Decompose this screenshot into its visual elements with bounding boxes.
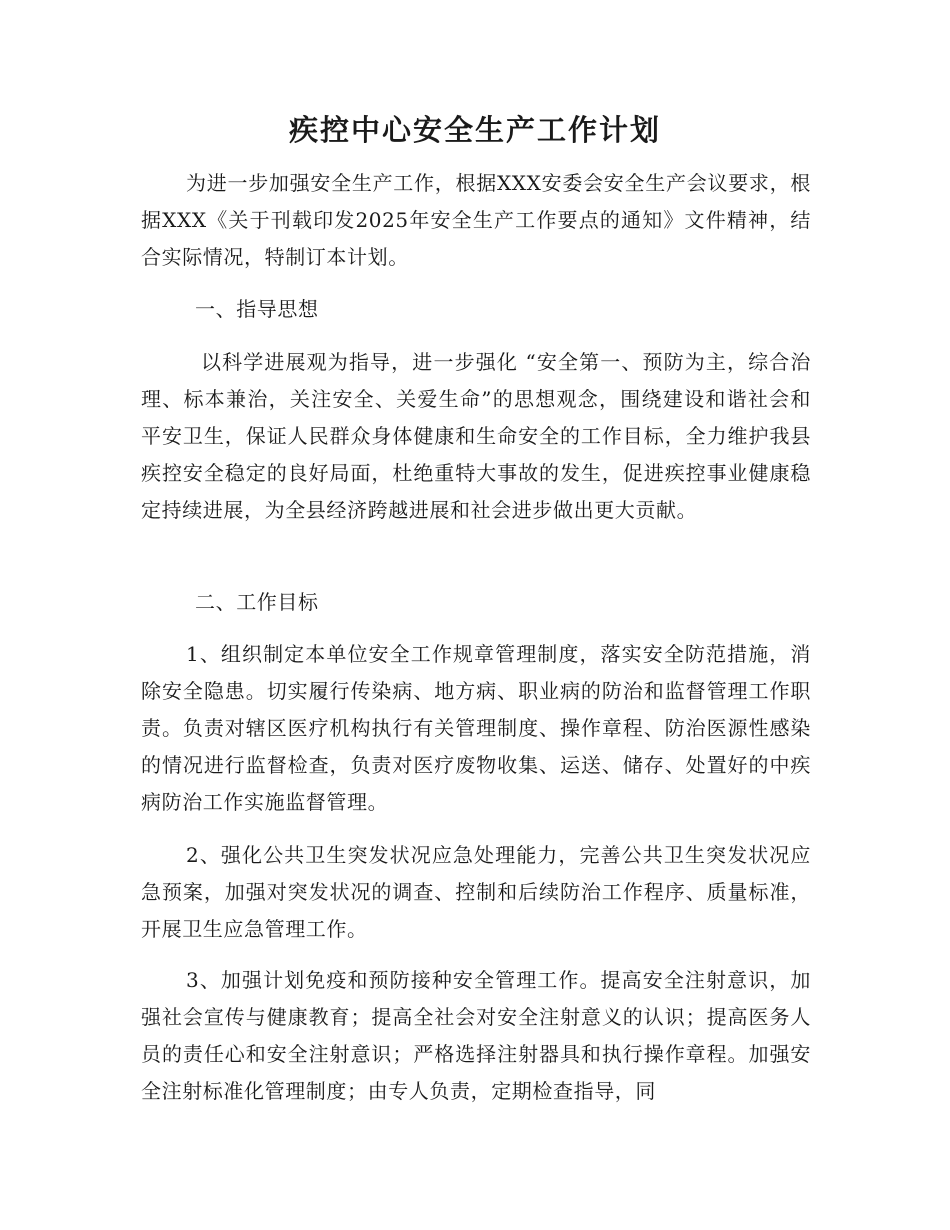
intro-paragraph: 为进一步加强安全生产工作，根据XXX安委会安全生产会议要求，根据XXX《关于刊载印发2025年安全生产工作要点的通知》文件精神，结合实际情况，特制订本计划。	[141, 171, 811, 269]
section-heading-guiding-ideology: 一、指导思想	[195, 297, 319, 321]
guiding-ideology-paragraph: 以科学进展观为指导，进一步强化 “安全第一、预防为主，综合治理、标本兼治，关注安全、关爱生命”的思想观念，围绕建设和谐社会和平安卫生，保证人民群众身体健康和生命安全的工作目标，全力维护我县疾控安全稳定的良好局面，杜绝重特大事故的发生，促进疾控事业健康稳定持续进展，为全县经济跨越进展和社会进步做出更大贡献。	[141, 350, 811, 522]
work-goal-item-2: 2、强化公共卫生突发状况应急处理能力，完善公共卫生突发状况应急预案，加强对突发状况的调查、控制和后续防治工作程序、质量标准，开展卫生应急管理工作。	[141, 843, 811, 941]
work-goal-item-3: 3、加强计划免疫和预防接种安全管理工作。提高安全注射意识，加强社会宣传与健康教育；提高全社会对安全注射意义的认识；提高医务人员的责任心和安全注射意识；严格选择注射器具和执行操作章程。加强安全注射标准化管理制度；由专人负责，定期检查指导，同	[141, 968, 811, 1103]
work-goal-item-1: 1、组织制定本单位安全工作规章管理制度，落实安全防范措施，消除安全隐患。切实履行传染病、地方病、职业病的防治和监督管理工作职责。负责对辖区医疗机构执行有关管理制度、操作章程、防治医源性感染的情况进行监督检查，负责对医疗废物收集、运送、储存、处置好的中疾病防治工作实施监督管理。	[141, 642, 811, 814]
document-title: 疾控中心安全生产工作计划	[288, 113, 661, 147]
section-heading-work-goals: 二、工作目标	[195, 590, 319, 614]
